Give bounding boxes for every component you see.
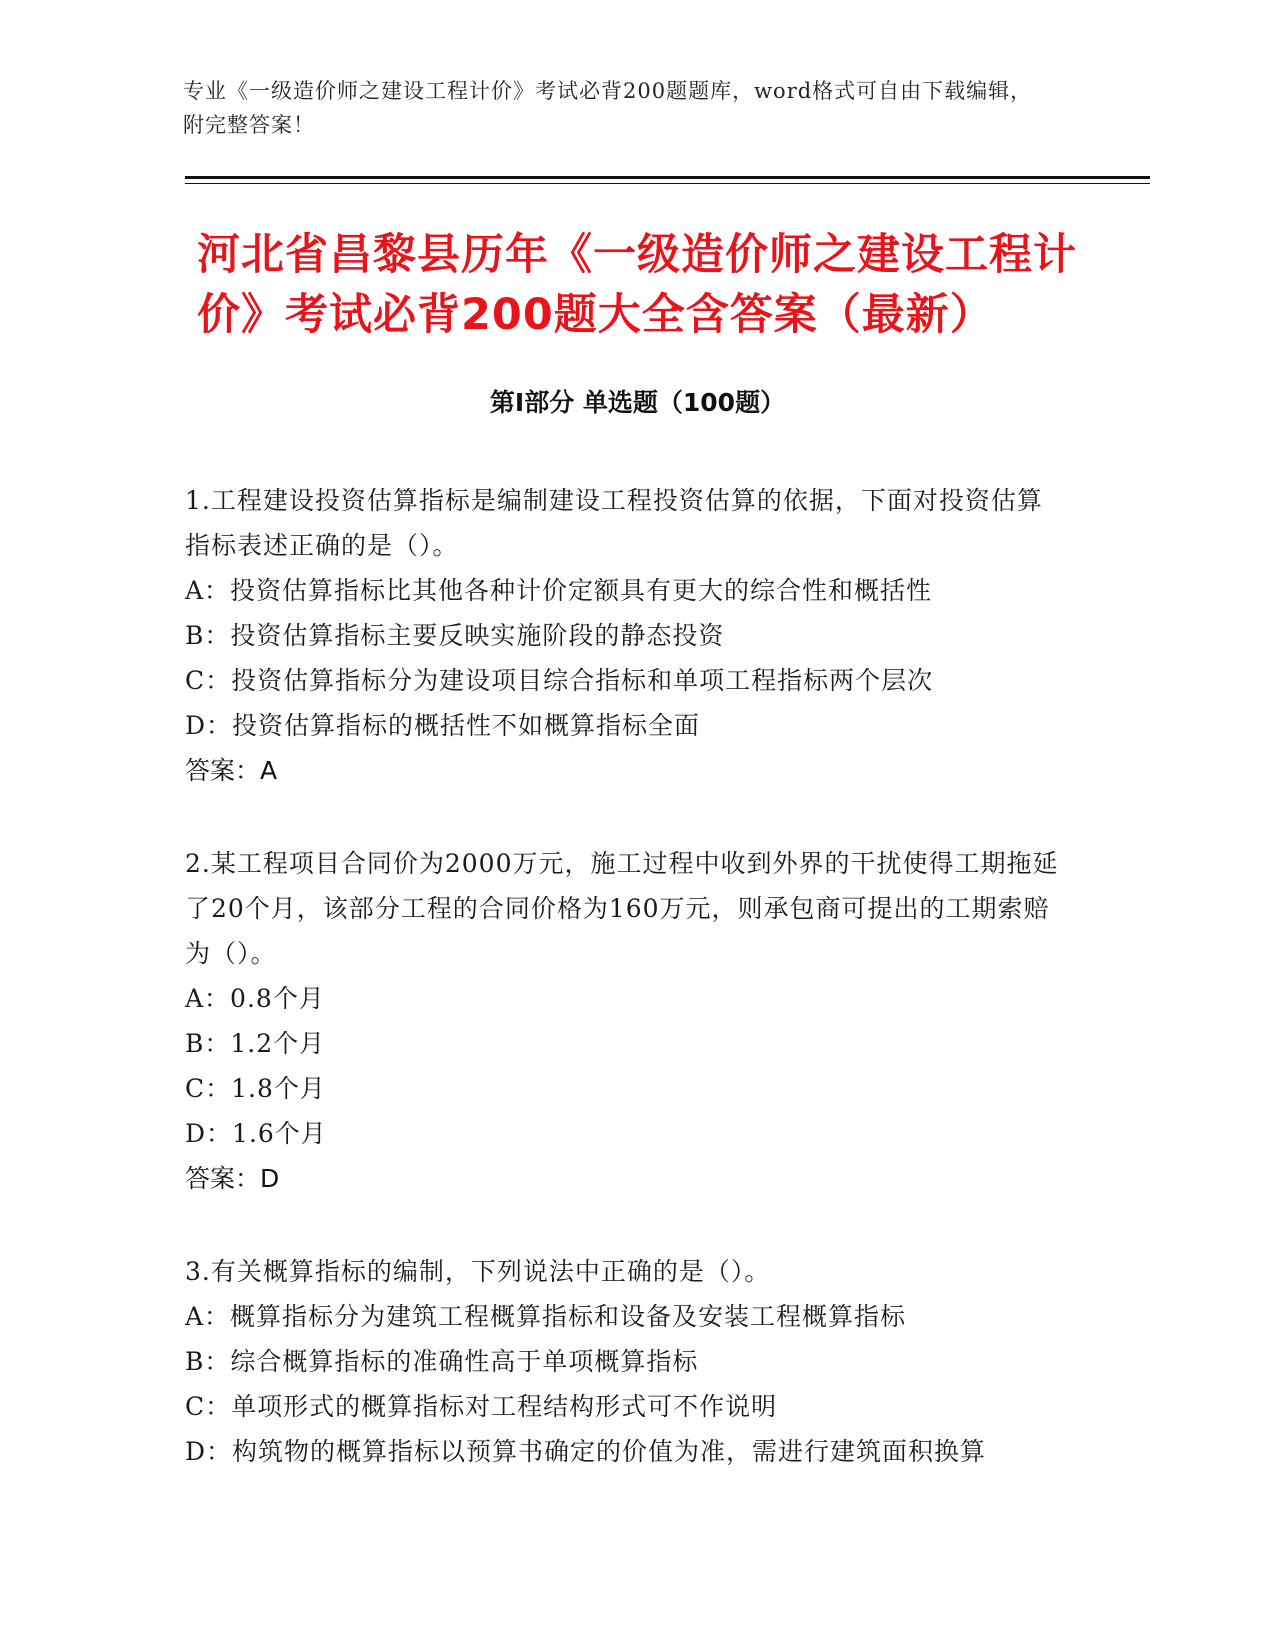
section-heading: 第Ⅰ部分 单选题（100题） (489, 388, 786, 417)
option-b: B：投资估算指标主要反映实施阶段的静态投资 (185, 621, 725, 650)
header-rule-thin (185, 183, 1150, 184)
answer: 答案：D (185, 1164, 280, 1193)
option-c: C：1.8个月 (185, 1074, 326, 1103)
option-b: B：综合概算指标的准确性高于单项概算指标 (185, 1347, 699, 1376)
question-2 (185, 841, 1065, 1201)
option-c: C：单项形式的概算指标对工程结构形式可不作说明 (185, 1392, 778, 1421)
option-a: A：0.8个月 (185, 984, 325, 1013)
option-a: A：概算指标分为建筑工程概算指标和设备及安装工程概算指标 (185, 1302, 907, 1331)
option-c: C：投资估算指标分为建设项目综合指标和单项工程指标两个层次 (185, 666, 934, 695)
question-3 (185, 1249, 1065, 1474)
header-note: 专业《一级造价师之建设工程计价》考试必背200题题库，word格式可自由下载编辑，附完整答案！ (183, 79, 1033, 137)
option-d: D：构筑物的概算指标以预算书确定的价值为准，需进行建筑面积换算 (185, 1437, 987, 1466)
answer: 答案：A (185, 756, 278, 785)
question-stem: 2.某工程项目合同价为2000万元，施工过程中收到外界的干扰使得工期拖延了20个月，该部分工程的合同价格为160万元，则承包商可提出的工期索赔为（）。 (185, 849, 1059, 968)
question-list (185, 478, 1065, 1522)
option-b: B：1.2个月 (185, 1029, 326, 1058)
question-1 (185, 478, 1065, 793)
question-stem: 1.工程建设投资估算指标是编制建设工程投资估算的依据，下面对投资估算指标表述正确的是（）。 (185, 486, 1043, 560)
option-d: D：1.6个月 (185, 1119, 327, 1148)
option-a: A：投资估算指标比其他各种计价定额具有更大的综合性和概括性 (185, 576, 933, 605)
option-d: D：投资估算指标的概括性不如概算指标全面 (185, 711, 701, 740)
header-rule-thick (185, 176, 1150, 179)
question-stem: 3.有关概算指标的编制，下列说法中正确的是（）。 (185, 1257, 771, 1286)
document-title: 河北省昌黎县历年《一级造价师之建设工程计价》考试必背200题大全含答案（最新） (197, 230, 1077, 340)
